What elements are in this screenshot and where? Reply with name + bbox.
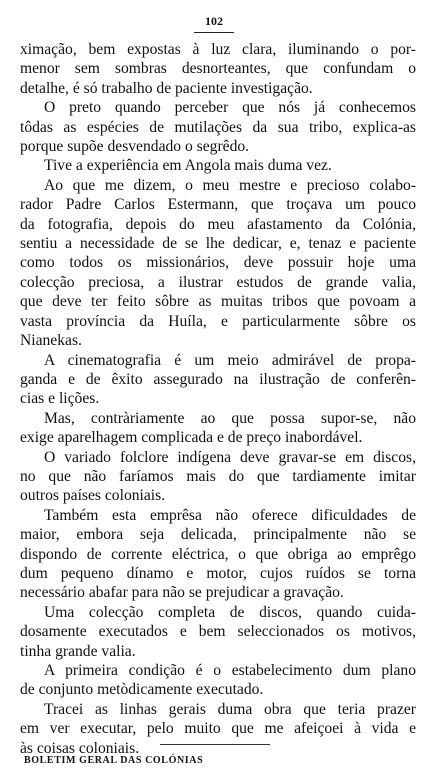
text-line: em ver executar, pelo muito que me afeiçoei à vida e bbox=[20, 720, 416, 738]
text-line: cias e lições. bbox=[20, 390, 100, 408]
text-line: A cinematografia é um meio admirável de propa- bbox=[44, 351, 416, 369]
text-line: dispondo de corrente eléctrica, o que obriga ao emprêgo bbox=[20, 545, 416, 563]
text-line: dum pequeno dínamo e motor, cujos ruídos se torna bbox=[20, 564, 416, 582]
text-line: que deve ter feito sôbre as muitas tribos que povoam a bbox=[20, 293, 416, 311]
text-line: Nianekas. bbox=[20, 332, 82, 350]
body-text bbox=[20, 40, 416, 758]
text-line: Também esta emprêsa não oferece dificuldades de bbox=[44, 506, 416, 524]
text-line: vasta província da Huíla, e particularmente sôbre os bbox=[20, 312, 416, 330]
text-line: exige aparelhagem complicada e de preço inabordável. bbox=[20, 429, 363, 447]
text-line: Tracei as linhas gerais duma obra que teria prazer bbox=[44, 700, 416, 718]
text-line: de conjunto metòdicamente executado. bbox=[20, 681, 264, 699]
footer-rule bbox=[160, 744, 270, 745]
text-line: como todos os missionários, deve possuir hoje uma bbox=[20, 254, 416, 272]
text-line: colecção preciosa, a ilustrar estudos de grande valia, bbox=[20, 273, 416, 291]
text-line: às coisas coloniais. bbox=[20, 739, 140, 757]
page-number: 102 bbox=[205, 14, 223, 28]
text-line: Tive a experiência em Angola mais duma vez. bbox=[44, 157, 332, 175]
text-line: dosamente executados e bem seleccionados os motivos, bbox=[20, 623, 416, 641]
text-line: porque supõe desvendado o segrêdo. bbox=[20, 138, 250, 156]
text-line: tôdas as espécies de mutilações da sua tribo, explica-as bbox=[20, 118, 416, 136]
page-number-rule bbox=[194, 32, 234, 33]
text-line: tinha grande valia. bbox=[20, 642, 136, 660]
text-line: Mas, contràriamente ao que possa supor-se, não bbox=[44, 409, 416, 427]
text-line: O preto quando perceber que nós já conhecemos bbox=[44, 99, 416, 117]
text-line: O variado folclore indígena deve gravar-se em discos, bbox=[44, 448, 416, 466]
text-line: detalhe, é só trabalho de paciente investigação. bbox=[20, 79, 313, 97]
text-line: maior, embora seja delicada, principalmente não se bbox=[20, 526, 416, 544]
text-line: Ao que me dizem, o meu mestre e precioso colabo- bbox=[44, 176, 416, 194]
text-line: menor sem sombras desnorteantes, que confundam o bbox=[20, 60, 416, 78]
text-line: Uma colecção completa de discos, quando cuida- bbox=[44, 603, 416, 621]
text-line: rador Padre Carlos Estermann, que troçava um pouco bbox=[20, 196, 416, 214]
text-line: da fotografia, depois do meu afastamento da Colónia, bbox=[20, 215, 416, 233]
text-line: necessário abafar para não se prejudicar a gravação. bbox=[20, 584, 344, 602]
text-line: A primeira condição é o estabelecimento dum plano bbox=[44, 662, 416, 679]
text-line: ximação, bem expostas à luz clara, iluminando o por- bbox=[20, 41, 416, 58]
text-line: outros países coloniais. bbox=[20, 487, 166, 505]
text-line: ganda e de êxito assegurado na ilustração de conferên- bbox=[20, 370, 416, 388]
text-line: sentiu a necessidade de se lhe dedicar, e, tenaz e paciente bbox=[20, 235, 416, 253]
text-line: no que não faríamos mais do que tardiamente imitar bbox=[20, 467, 416, 485]
running-footer: BOLETIM GERAL DAS COLÓNIAS bbox=[24, 755, 204, 766]
